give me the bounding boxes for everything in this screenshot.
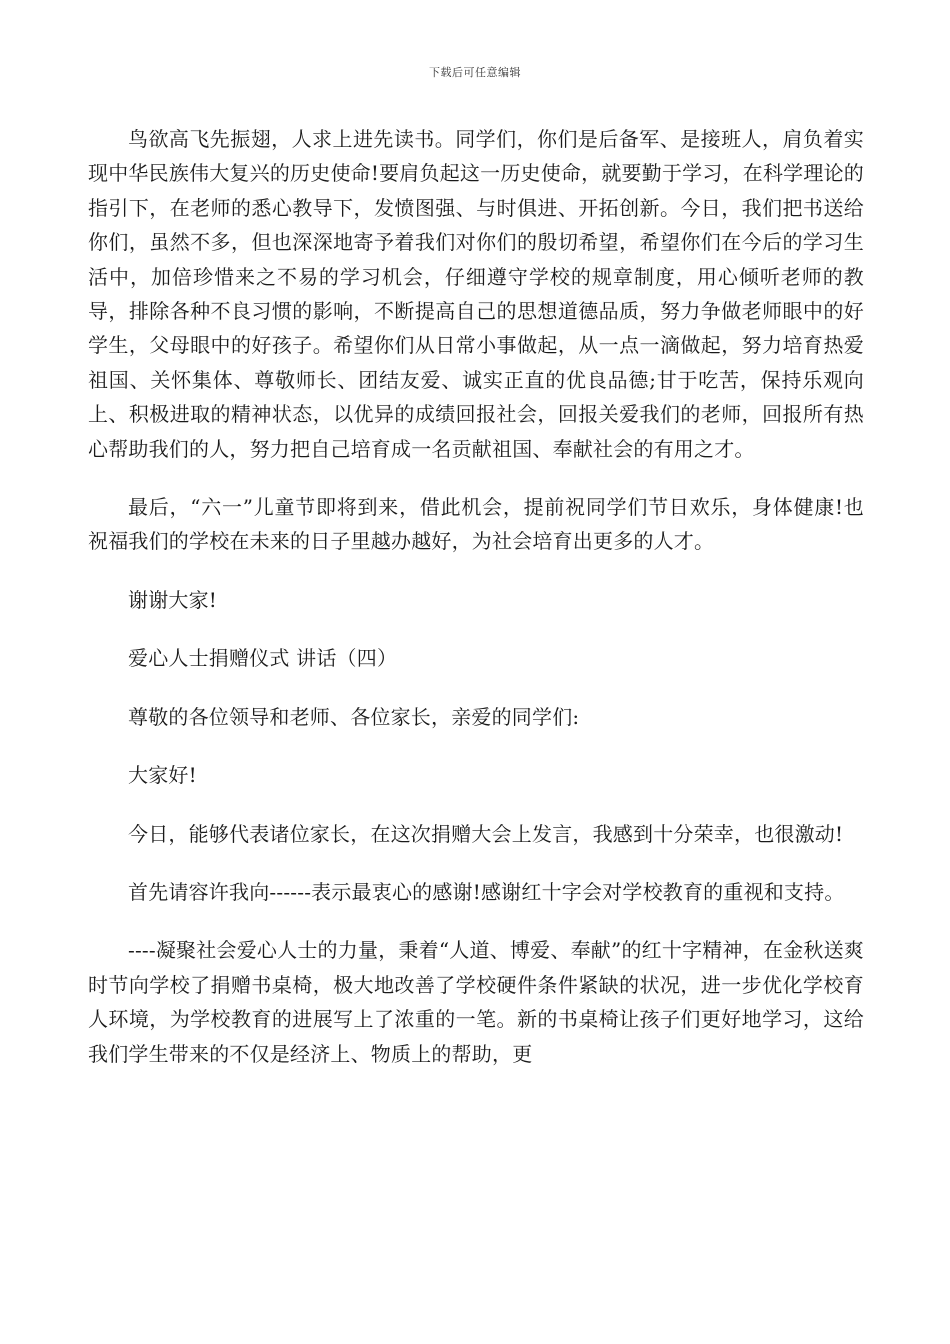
paragraph-9: ----凝聚社会爱心人士的力量，秉着“人道、博爱、奉献”的红十字精神，在金秋送爽时节向学校了捐赠书桌椅，极大地改善了学校硬件条件紧缺的状况，进一步优化学校育人环境，为学校教育的进展写上了浓重的一笔。新的书桌椅让孩子们更好地学习，这给我们学生带来的不仅是经济上、物质上的帮助，更 bbox=[88, 938, 864, 1066]
paragraph-4: 爱心人士捐赠仪式 讲话（四） bbox=[128, 646, 398, 671]
paragraph-6: 大家好! bbox=[128, 763, 197, 788]
paragraph-2: 最后，“六一”儿童节即将到来，借此机会，提前祝同学们节日欢乐，身体健康!也祝福我们的学校在未来的日子里越办越好，为社会培育出更多的人才。 bbox=[88, 495, 864, 554]
paragraph-8: 首先请容许我向------表示最衷心的感谢!感谢红十字会对学校教育的重视和支持。 bbox=[128, 879, 845, 904]
paragraph-5: 尊敬的各位领导和老师、各位家长，亲爱的同学们: bbox=[128, 704, 580, 729]
paragraph-1: 鸟欲高飞先振翅，人求上进先读书。同学们，你们是后备军、是接班人，肩负着实现中华民族伟大复兴的历史使命!要肩负起这一历史使命，就要勤于学习，在科学理论的指引下，在老师的悉心教导下，发愤图强、与时俱进、开拓创新。今日，我们把书送给你们，虽然不多，但也深深地寄予着我们对你们的殷切希望，希望你们在今后的学习生活中，加倍珍惜来之不易的学习机会，仔细遵守学校的规章制度，用心倾听老师的教导，排除各种不良习惯的影响，不断提高自己的思想道德品质，努力争做老师眼中的好学生，父母眼中的好孩子。希望你们从日常小事做起，从一点一滴做起，努力培育热爱祖国、关怀集体、尊敬师长、团结友爱、诚实正直的优良品德;甘于吃苦，保持乐观向上、积极进取的精神状态，以优异的成绩回报社会，回报关爱我们的老师，回报所有热心帮助我们的人，努力把自己培育成一名贡献祖国、奉献社会的有用之才。 bbox=[88, 127, 864, 461]
paragraph-7: 今日，能够代表诸位家长，在这次捐赠大会上发言，我感到十分荣幸，也很激动! bbox=[128, 821, 844, 846]
page-header: 下载后可任意编辑 bbox=[429, 66, 521, 79]
paragraph-3: 谢谢大家! bbox=[128, 587, 218, 612]
document-body bbox=[88, 122, 864, 1071]
